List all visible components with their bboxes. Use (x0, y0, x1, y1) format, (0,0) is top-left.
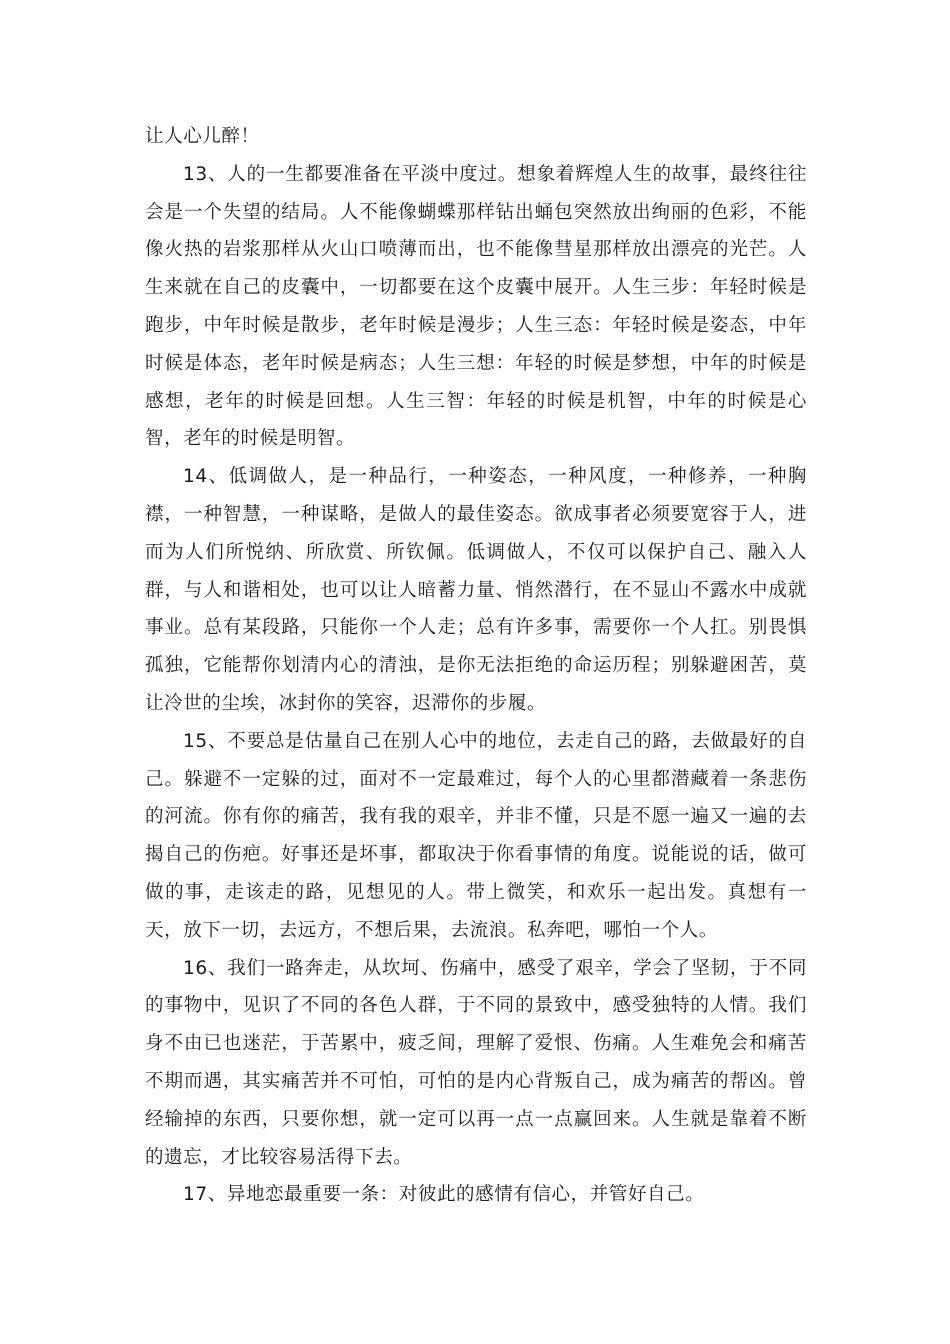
paragraph-16: 16、我们一路奔走，从坎坷、伤痛中，感受了艰辛，学会了坚韧，于不同的事物中，见识了不同的各色人群，于不同的景致中，感受独特的人情。我们身不由已也迷茫，于苦累中，疲乏间，理解了爱恨、伤痛。人生难免会和痛苦不期而遇，其实痛苦并不可怕，可怕的是内心背叛自己，成为痛苦的帮凶。曾经输掉的东西，只要你想，就一定可以再一点一点赢回来。人生就是靠着不断的遗忘，才比较容易活得下去。 (145, 957, 807, 1168)
paragraph-17: 17、异地恋最重要一条：对彼此的感情有信心，并管好自己。 (183, 1184, 705, 1206)
paragraph-15: 15、不要总是估量自己在别人心中的地位，去走自己的路，去做最好的自己。躲避不一定躲的过，面对不一定最难过，每个人的心里都潜藏着一条悲伤的河流。你有你的痛苦，我有我的艰辛，并非不懂，只是不愿一遍又一遍的去揭自己的伤疤。好事还是坏事，都取决于你看事情的角度。说能说的话，做可做的事，走该走的路，见想见的人。带上微笑，和欢乐一起出发。真想有一天，放下一切，去远方，不想后果，去流浪。私奔吧，哪怕一个人。 (145, 730, 807, 941)
paragraph-14: 14、低调做人，是一种品行，一种姿态，一种风度，一种修养，一种胸襟，一种智慧，一种谋略，是做人的最佳姿态。欲成事者必须要宽容于人，进而为人们所悦纳、所欣赏、所钦佩。低调做人，不仅可以保护自己、融入人群，与人和谐相处，也可以让人暗蓄力量、悄然潜行，在不显山不露水中成就事业。总有某段路，只能你一个人走；总有许多事，需要你一个人扛。别畏惧孤独，它能帮你划清内心的清浊，是你无法拒绝的命运历程；别躲避困苦，莫让冷世的尘埃，冰封你的笑容，迟滞你的步履。 (145, 466, 807, 714)
document-body (145, 118, 807, 1214)
paragraph-13: 13、人的一生都要准备在平淡中度过。想象着辉煌人生的故事，最终往往会是一个失望的结局。人不能像蝴蝶那样钻出蛹包突然放出绚丽的色彩，不能像火热的岩浆那样从火山口喷薄而出，也不能像彗星那样放出漂亮的光芒。人生来就在自己的皮囊中，一切都要在这个皮囊中展开。人生三步：年轻时候是跑步，中年时候是散步，老年时候是漫步；人生三态：年轻时候是姿态，中年时候是体态，老年时候是病态；人生三想：年轻的时候是梦想，中年的时候是感想，老年的时候是回想。人生三智：年轻的时候是机智，中年的时候是心智，老年的时候是明智。 (145, 163, 807, 450)
paragraph-continuation: 让人心儿醉！ (145, 126, 260, 147)
